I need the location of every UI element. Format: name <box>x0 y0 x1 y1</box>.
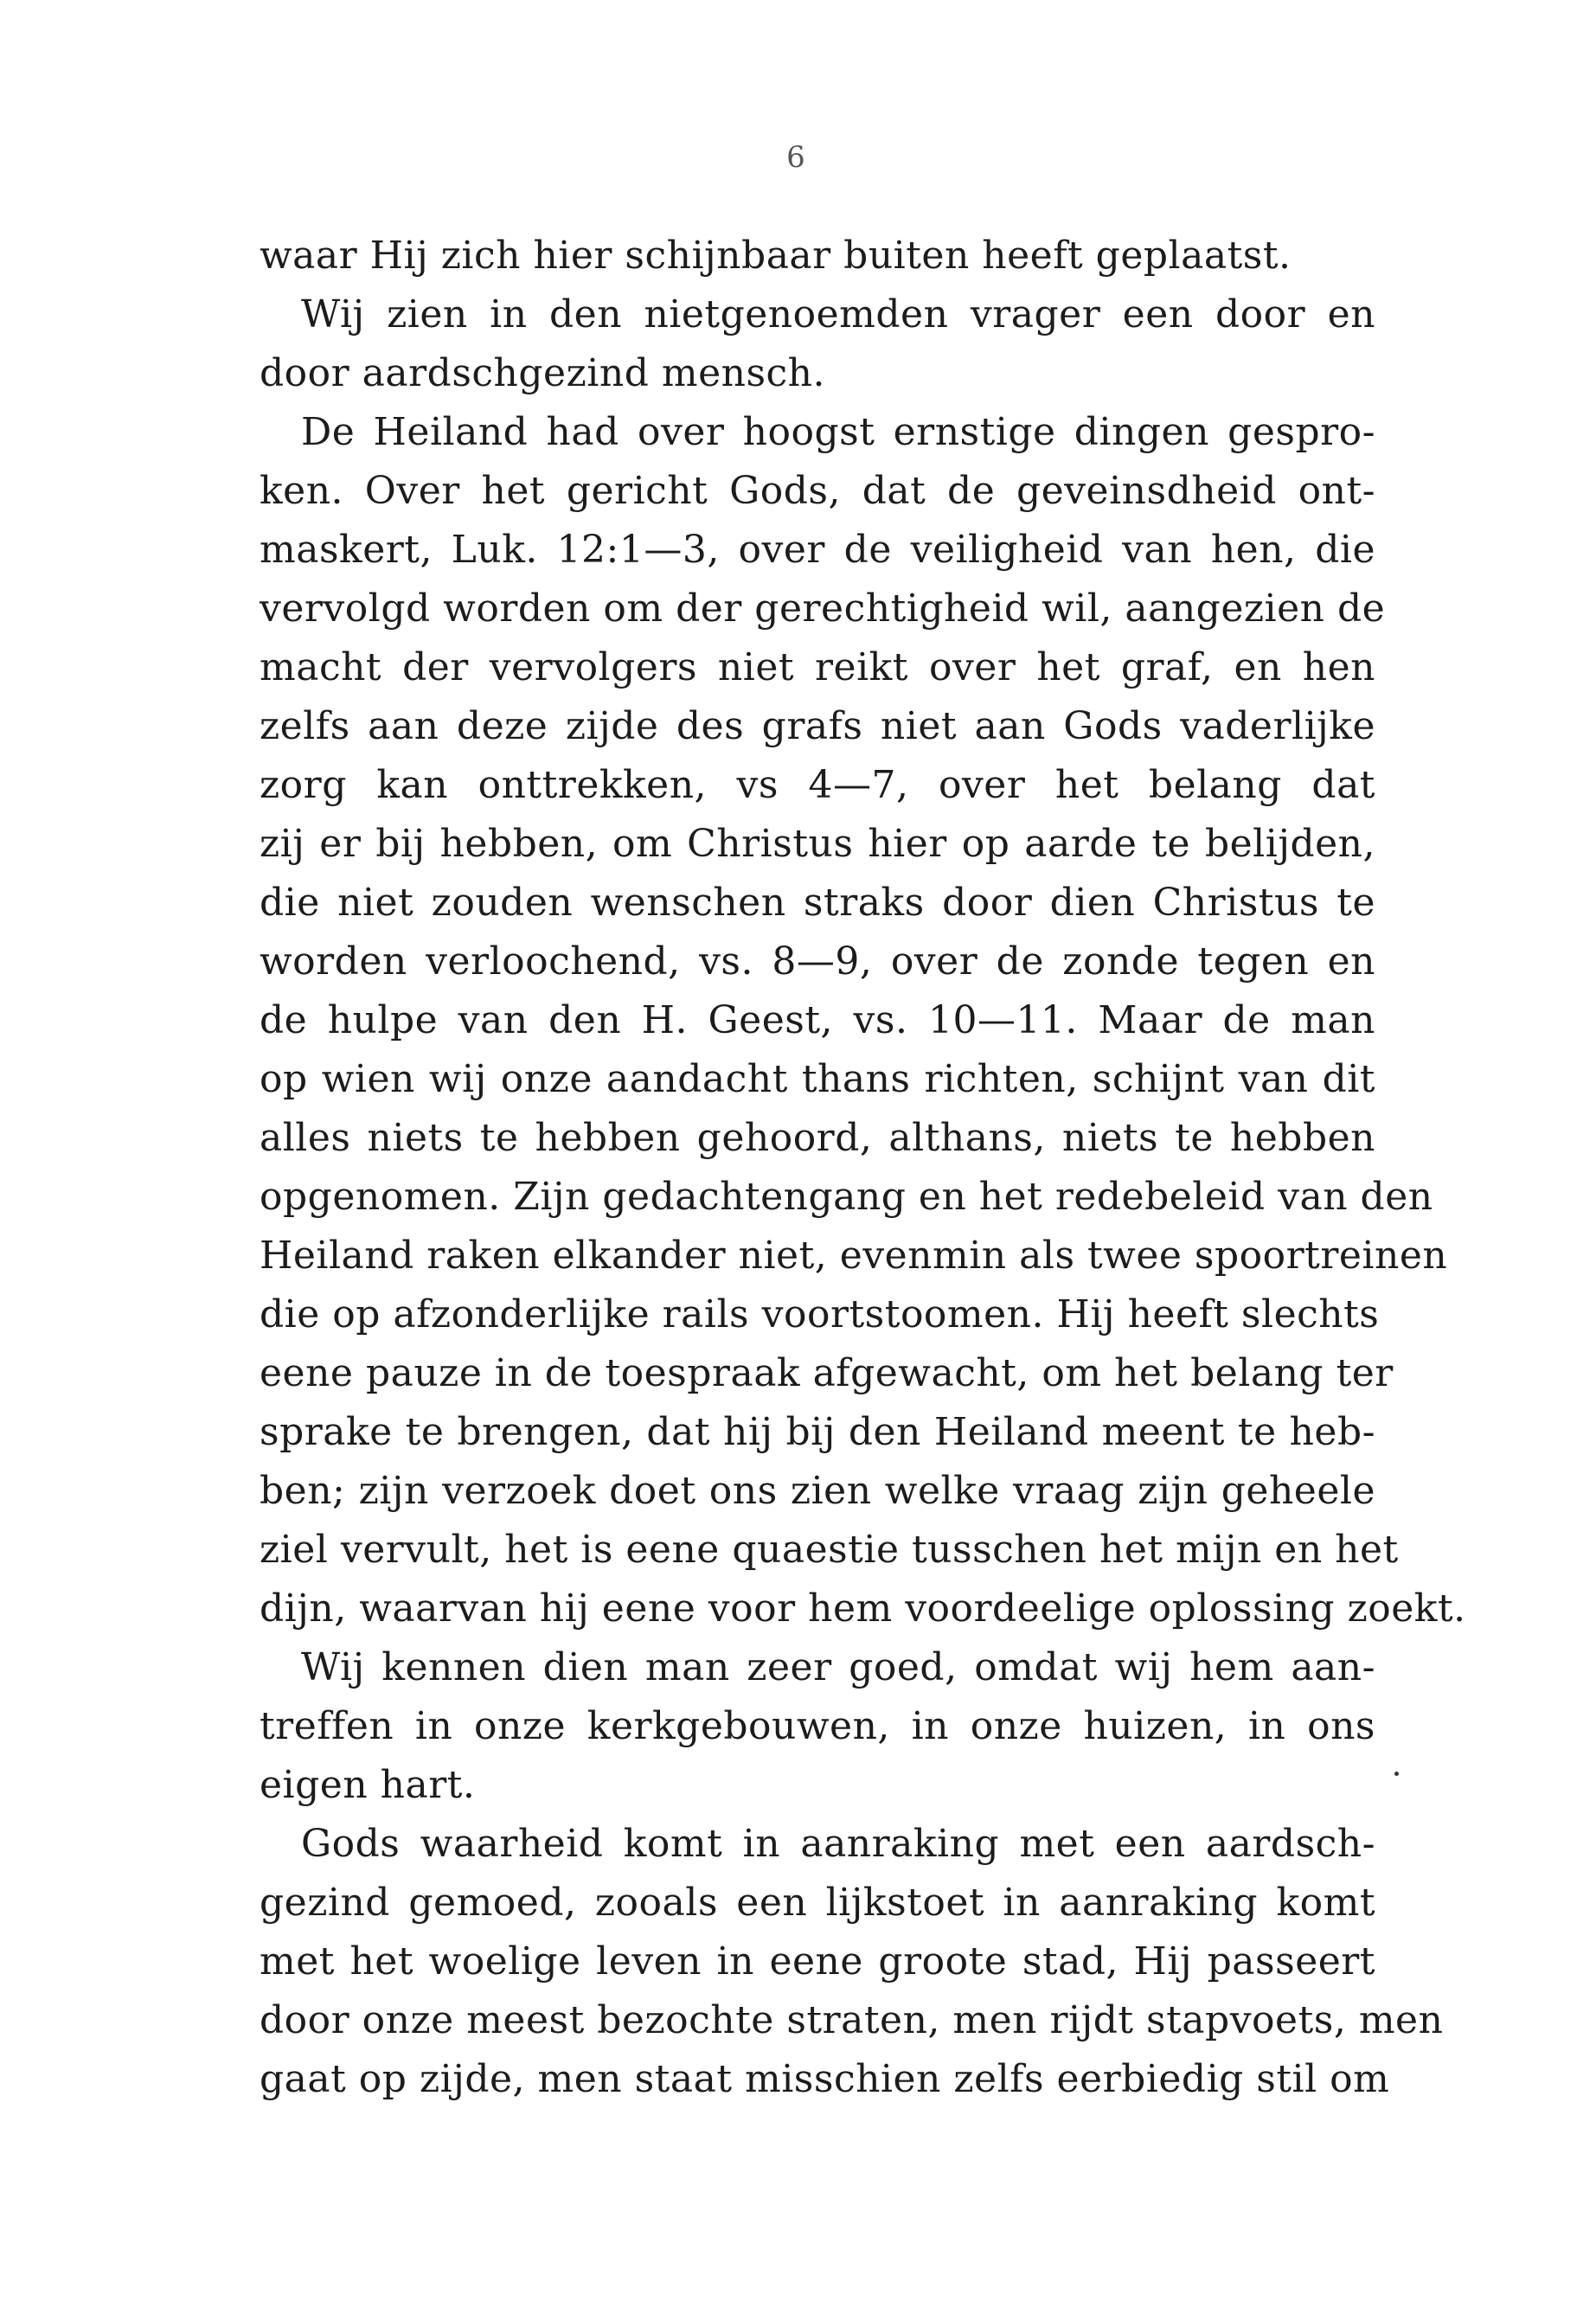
text-line: ziel vervult, het is eene quaestie tusschen het mijn en het <box>260 1528 1399 1572</box>
text-line: eene pauze in de toespraak afgewacht, om het belang ter <box>260 1351 1394 1395</box>
text-line: door onze meest bezochte straten, men rijdt stapvoets, men <box>260 1998 1444 2042</box>
text-line: de hulpe van den H. Geest, vs. 10—11. Maar de man <box>260 998 1375 1042</box>
text-line: door aardschgezind mensch. <box>260 351 825 395</box>
text-line: alles niets te hebben gehoord, althans, niets te hebben <box>260 1116 1375 1160</box>
text-line: ken. Over het gericht Gods, dat de geveinsdheid ont- <box>260 469 1375 513</box>
text-line: worden verloochend, vs. 8—9, over de zonde tegen en <box>260 939 1375 984</box>
text-line: zorg kan onttrekken, vs 4—7, over het belang dat <box>260 763 1375 807</box>
text-line: Wij kennen dien man zeer goed, omdat wij hem aan- <box>301 1645 1375 1689</box>
text-line: sprake te brengen, dat hij bij den Heiland meent te heb- <box>260 1410 1375 1454</box>
text-line: zij er bij hebben, om Christus hier op aarde te belijden, <box>260 822 1375 866</box>
text-line: waar Hij zich hier schijnbaar buiten heeft geplaatst. <box>260 234 1292 278</box>
text-line: ben; zijn verzoek doet ons zien welke vraag zijn geheele <box>260 1469 1375 1513</box>
text-line: maskert, Luk. 12:1—3, over de veiligheid van hen, die <box>260 528 1375 572</box>
text-line: op wien wij onze aandacht thans richten, schijnt van dit <box>260 1057 1375 1101</box>
text-line: die niet zouden wenschen straks door dien Christus te <box>260 881 1375 925</box>
text-line: opgenomen. Zijn gedachtengang en het redebeleid van den <box>260 1175 1433 1219</box>
text-line: gaat op zijde, men staat misschien zelfs eerbiedig stil om <box>260 2057 1390 2101</box>
text-line: Gods waarheid komt in aanraking met een aardsch- <box>301 1822 1375 1866</box>
page-number: 6 <box>786 140 805 175</box>
text-line: Heiland raken elkander niet, evenmin als twee spoortreinen <box>260 1234 1448 1278</box>
text-line: dijn, waarvan hij eene voor hem voordeelige oplossing zoekt. <box>260 1586 1466 1631</box>
text-line: macht der vervolgers niet reikt over het graf, en hen <box>260 645 1375 689</box>
text-line: eigen hart. <box>260 1763 476 1807</box>
body-text <box>260 227 1466 2109</box>
text-line: vervolgd worden om der gerechtigheid wil, aangezien de <box>260 586 1386 631</box>
text-line: De Heiland had over hoogst ernstige dingen gespro- <box>301 410 1375 454</box>
text-line: Wij zien in den nietgenoemden vrager een door en <box>301 292 1375 336</box>
text-line: zelfs aan deze zijde des grafs niet aan Gods vaderlijke <box>260 704 1375 748</box>
text-line: gezind gemoed, zooals een lijkstoet in aanraking komt <box>260 1881 1375 1925</box>
text-line: treffen in onze kerkgebouwen, in onze huizen, in ons <box>260 1704 1375 1748</box>
text-line: die op afzonderlijke rails voortstoomen. Hij heeft slechts <box>260 1292 1380 1336</box>
text-line: met het woelige leven in eene groote stad, Hij passeert <box>260 1939 1375 1984</box>
print-speck <box>1394 1772 1399 1776</box>
